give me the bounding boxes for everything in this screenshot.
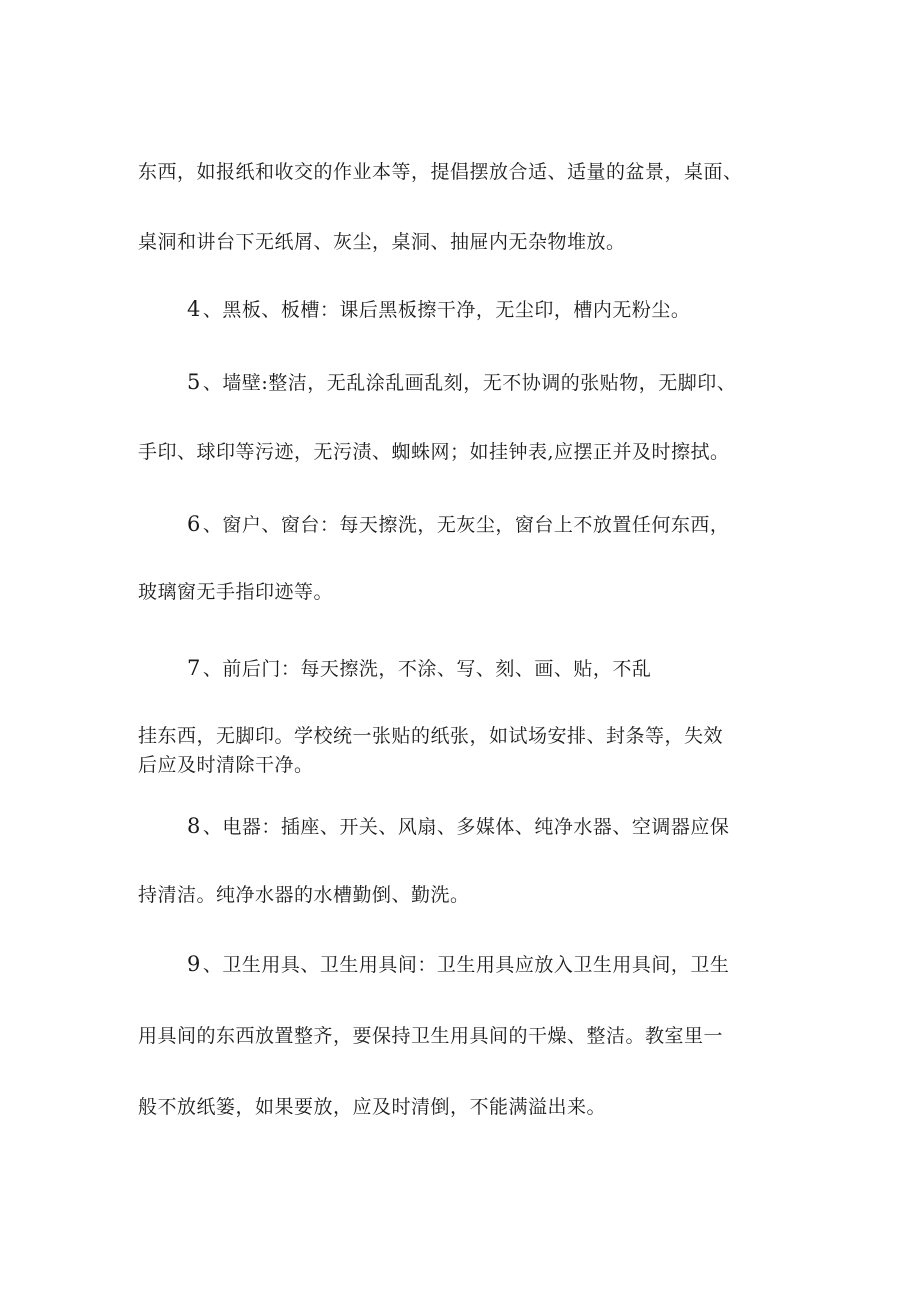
item-number: 5 <box>187 370 201 394</box>
paragraph-line: 桌洞和讲台下无纸屑、灰尘，桌洞、抽屉内无杂物堆放。 <box>138 231 626 253</box>
item-number: 4 <box>187 297 201 321</box>
item-text: 、窗户、窗台：每天擦洗，无灰尘，窗台上不放置任何东西， <box>202 514 730 536</box>
item-5-line <box>187 370 736 395</box>
paragraph-line: 持清洁。纯净水器的水槽勤倒、勤洗。 <box>138 884 470 906</box>
item-text: 、墙壁:整洁，无乱涂乱画乱刻，无不协调的张贴物，无脚印、 <box>202 372 737 394</box>
paragraph-line: 般不放纸篓，如果要放，应及时清倒，不能满溢出来。 <box>138 1096 607 1118</box>
item-7-line <box>187 656 651 681</box>
paragraph-line: 用具间的东西放置整齐，要保持卫生用具间的干燥、整洁。教室里一 <box>138 1025 724 1047</box>
paragraph-line: 玻璃窗无手指印迹等。 <box>138 581 334 603</box>
paragraph-line: 手印、球印等污迹，无污渍、蜘蛛网；如挂钟表,应摆正并及时擦拭。 <box>138 441 730 463</box>
item-text: 、电器：插座、开关、风扇、多媒体、纯净水器、空调器应保 <box>202 816 730 838</box>
item-number: 6 <box>187 512 201 536</box>
item-number: 7 <box>187 656 201 680</box>
item-number: 9 <box>187 952 201 976</box>
item-4-line <box>187 297 690 322</box>
item-text: 、黑板、板槽：课后黑板擦干净，无尘印，槽内无粉尘。 <box>202 299 691 321</box>
item-9-line <box>187 952 729 977</box>
paragraph-line: 后应及时清除干净。 <box>138 754 314 776</box>
item-6-line <box>187 512 729 537</box>
item-text: 、卫生用具、卫生用具间：卫生用具应放入卫生用具间，卫生 <box>202 954 730 976</box>
item-8-line <box>187 814 729 839</box>
item-number: 8 <box>187 814 201 838</box>
item-text: 、前后门：每天擦洗，不涂、写、刻、画、贴，不乱 <box>202 658 652 680</box>
paragraph-line: 东西，如报纸和收交的作业本等，提倡摆放合适、适量的盆景，桌面、 <box>138 161 743 183</box>
paragraph-line: 挂东西，无脚印。学校统一张贴的纸张，如试场安排、封条等，失效 <box>138 725 724 747</box>
